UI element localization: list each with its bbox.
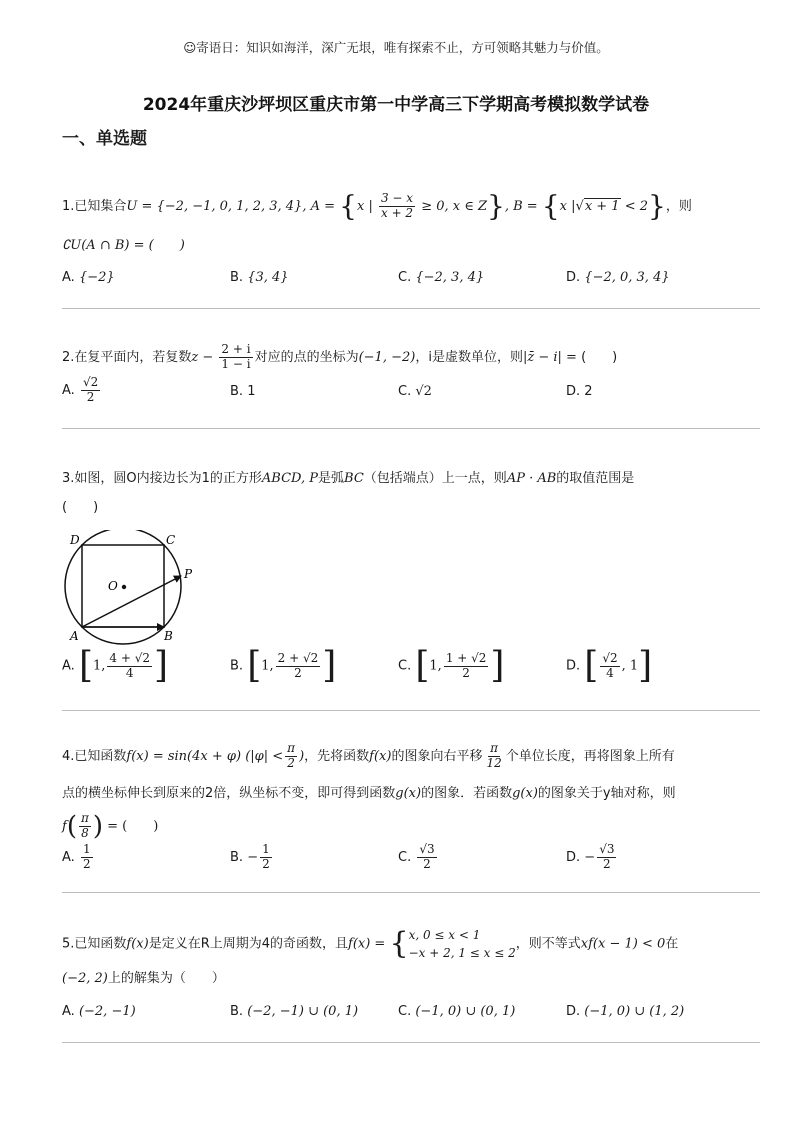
question-4-line2: 点的横坐标伸长到原来的2倍，纵坐标不变，即可得到函数g(x)的图象．若函数g(x)的图象关于y轴对称，则	[62, 786, 676, 801]
question-5-line2: (−2, 2)上的解集为（ ）	[62, 971, 225, 986]
label-p: P	[184, 567, 193, 581]
question-4-stem: 4.已知函数f(x) = sin(4x + φ) (|φ| < $\frac{\pi}{2}$ )，先将函数f(x)的图象向右平移 $\frac{\pi}{12}$ 个单位长度，再将图象上所有	[62, 741, 675, 770]
q4-option-a[interactable]: A. $\frac{1}{2}$	[62, 842, 91, 871]
q3-option-b[interactable]: B. [1, $\frac{2 + √2}{2}$ ]	[230, 645, 337, 686]
question-4-line3: f( $\frac{\pi}{8}$ ) = ( )	[62, 811, 159, 842]
vector-ap	[82, 576, 181, 627]
q4-option-b[interactable]: B. − $\frac{1}{2}$	[230, 842, 270, 871]
q1-option-d[interactable]: D. {−2, 0, 3, 4}	[566, 270, 670, 285]
q5-option-a[interactable]: A. (−2, −1)	[62, 1004, 136, 1019]
question-3-line2: ( )	[62, 500, 99, 515]
label-o: O	[108, 579, 118, 593]
divider	[62, 892, 760, 893]
label-b: B	[164, 629, 173, 643]
question-1-stem: 1.已知集合U = {−2, −1, 0, 1, 2, 3, 4}, A = {x | $\frac{3 - x}{x + 2}$ ≥ 0, x ∈ Z}, B = {x |√x + 1 < 2}，则	[62, 189, 692, 223]
question-3-stem: 3.如图，圆O内接边长为1的正方形ABCD, P是弧BC（包括端点）上一点，则AP · AB的取值范围是	[62, 471, 635, 486]
question-5-stem: 5.已知函数f(x)是定义在R上周期为4的奇函数，且f(x) = { x, 0 ≤ x < 1 −x + 2, 1 ≤ x ≤ 2 ，则不等式xf(x − 1) < 0在	[62, 926, 679, 961]
question-1-line2: ∁U(A ∩ B) = ( )	[62, 238, 185, 253]
divider	[62, 1042, 760, 1043]
motto-line: ☺寄语日：知识如海洋，深广无垠，唯有探索不止，方可领略其魅力与价值。	[183, 40, 609, 55]
q4-option-d[interactable]: D. − $\frac{√3}{2}$	[566, 842, 615, 871]
q1-option-c[interactable]: C. {−2, 3, 4}	[398, 270, 485, 285]
q2-option-c[interactable]: C. √2	[398, 384, 432, 399]
divider	[62, 428, 760, 429]
q3-option-d[interactable]: D. [ $\frac{√2}{4}$ , 1]	[566, 645, 653, 686]
q3-option-c[interactable]: C. [1, $\frac{1 + √2}{2}$ ]	[398, 645, 505, 686]
q2-option-d[interactable]: D. 2	[566, 384, 593, 399]
center-dot	[122, 585, 126, 589]
divider	[62, 710, 760, 711]
q1-option-b[interactable]: B. {3, 4}	[230, 270, 289, 285]
divider	[62, 308, 760, 309]
q5-option-c[interactable]: C. (−1, 0) ∪ (0, 1)	[398, 1004, 516, 1019]
exam-title: 2024年重庆沙坪坝区重庆市第一中学高三下学期高考模拟数学试卷	[142, 95, 650, 115]
label-c: C	[166, 533, 176, 547]
section-heading: 一、单选题	[62, 129, 147, 149]
circle-square-figure	[58, 530, 208, 645]
question-2-stem: 2.在复平面内，若复数z − $\frac{2 + i}{1 - i}$ 对应的点的坐标为(−1, −2)，i是虚数单位，则|z̄ − i| = ( )	[62, 342, 618, 371]
q2-option-b[interactable]: B. 1	[230, 384, 256, 399]
label-d: D	[70, 533, 80, 547]
q3-option-a[interactable]: A. [1, $\frac{4 + √2}{4}$ ]	[62, 645, 169, 686]
q4-option-c[interactable]: C. $\frac{√3}{2}$	[398, 842, 435, 871]
label-a: A	[70, 629, 79, 643]
q2-option-a[interactable]: A. $\frac{√2}{2}$	[62, 375, 99, 404]
q5-option-b[interactable]: B. (−2, −1) ∪ (0, 1)	[230, 1004, 359, 1019]
q5-option-d[interactable]: D. (−1, 0) ∪ (1, 2)	[566, 1004, 685, 1019]
q1-option-a[interactable]: A. {−2}	[62, 270, 115, 285]
